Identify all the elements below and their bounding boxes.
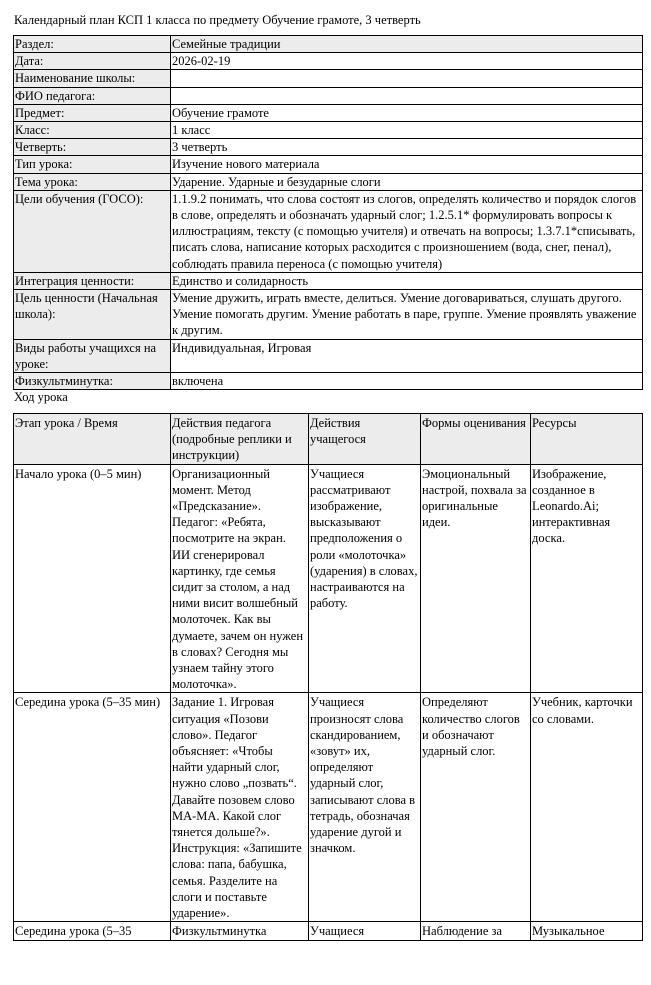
cell-resources: Музыкальное: [531, 922, 643, 940]
info-label: Виды работы учащихся на уроке:: [14, 339, 171, 372]
info-row-goals: [14, 190, 643, 272]
info-row-physical-break: [14, 373, 643, 390]
info-label: ФИО педагога:: [14, 87, 171, 104]
info-label: Интеграция ценности:: [14, 272, 171, 289]
cell-student: Учащиеся: [309, 922, 421, 940]
info-row-school: [14, 70, 643, 87]
info-label: Тема урока:: [14, 173, 171, 190]
plan-row-start: [14, 464, 643, 693]
lesson-heading: Ход урока: [14, 390, 68, 404]
lesson-info-table: [13, 35, 643, 390]
plan-header-row: [14, 414, 643, 465]
header-teacher-actions: Действия педагога (подробные реплики и инструкции): [171, 414, 309, 465]
info-row-quarter: [14, 139, 643, 156]
header-stage: Этап урока / Время: [14, 414, 171, 465]
info-value: Ударение. Ударные и безударные слоги: [171, 173, 643, 190]
info-value: Обучение грамоте: [171, 104, 643, 121]
info-value: включена: [171, 373, 643, 390]
info-label: Дата:: [14, 53, 171, 70]
info-value: [171, 70, 643, 87]
cell-assessment: Наблюдение за: [421, 922, 531, 940]
info-value: 1.1.9.2 понимать, что слова состоят из слогов, определять количество и порядок слогов в слове, определять и обозначать ударный слог; 1.2.5.1* формулировать вопросы к иллюстрациям, тексту (с помощью учителя) и отвечать на вопросы; 1.3.7.1*списывать, писать слова, написание которых расходится с произношением (вода, снег, пенал), соблюдать правила переноса (с помощью учителя): [171, 190, 643, 272]
info-value: 2026-02-19: [171, 53, 643, 70]
cell-teacher: Задание 1. Игровая ситуация «Позови слово». Педагог объясняет: «Чтобы найти ударный слог, нужно слово „позвать“. Давайте позовем слово МА-МА. Какой слог тянется дольше?». Инструкция: «Запишите слова: папа, бабушка, семья. Разделите на слоги и поставьте ударение».: [171, 693, 309, 922]
info-label: Цель ценности (Начальная школа):: [14, 290, 171, 340]
info-label: Раздел:: [14, 36, 171, 53]
cell-stage: Середина урока (5–35 мин): [14, 693, 171, 922]
header-resources: Ресурсы: [531, 414, 643, 465]
info-value: [171, 87, 643, 104]
info-row-subject: [14, 104, 643, 121]
info-row-value-goal: [14, 290, 643, 340]
info-row-topic: [14, 173, 643, 190]
info-value: Семейные традиции: [171, 36, 643, 53]
info-row-work-types: [14, 339, 643, 372]
cell-student: Учащиеся рассматривают изображение, высказывают предположения о роли «молоточка» (ударения) в словах, настраиваются на работу.: [309, 464, 421, 693]
info-label: Физкультминутка:: [14, 373, 171, 390]
info-row-date: [14, 53, 643, 70]
info-label: Класс:: [14, 122, 171, 139]
info-label: Четверть:: [14, 139, 171, 156]
plan-row-middle: [14, 693, 643, 922]
info-row-teacher-name: [14, 87, 643, 104]
cell-resources: Учебник, карточки со словами.: [531, 693, 643, 922]
info-row-section: [14, 36, 643, 53]
header-student-actions: Действия учащегося: [309, 414, 421, 465]
header-assessment: Формы оценивания: [421, 414, 531, 465]
plan-row-middle-break: [14, 922, 643, 940]
info-value: 3 четверть: [171, 139, 643, 156]
info-label: Предмет:: [14, 104, 171, 121]
cell-stage: Середина урока (5–35: [14, 922, 171, 940]
document-title: Календарный план КСП 1 класса по предмету Обучение грамоте, 3 четверть: [14, 13, 421, 27]
info-row-grade: [14, 122, 643, 139]
cell-assessment: Эмоциональный настрой, похвала за оригинальные идеи.: [421, 464, 531, 693]
cell-teacher: Физкультминутка: [171, 922, 309, 940]
info-value: Единство и солидарность: [171, 272, 643, 289]
info-value: Индивидуальная, Игровая: [171, 339, 643, 372]
info-label: Тип урока:: [14, 156, 171, 173]
info-row-lesson-type: [14, 156, 643, 173]
cell-student: Учащиеся произносят слова скандированием, «зовут» их, определяют ударный слог, записывают слова в тетрадь, обозначая ударение дугой и значком.: [309, 693, 421, 922]
cell-resources: Изображение, созданное в Leonardo.Ai; интерактивная доска.: [531, 464, 643, 693]
info-label: Цели обучения (ГОСО):: [14, 190, 171, 272]
cell-assessment: Определяют количество слогов и обозначают ударный слог.: [421, 693, 531, 922]
info-value: Умение дружить, играть вместе, делиться. Умение договариваться, слушать другого. Умение помогать другим. Умение работать в паре, группе. Умение проявлять уважение к другим.: [171, 290, 643, 340]
info-value: 1 класс: [171, 122, 643, 139]
info-row-value-integration: [14, 272, 643, 289]
cell-teacher: Организационный момент. Метод «Предсказание». Педагог: «Ребята, посмотрите на экран. ИИ сгенерировал картинку, где семья сидит за столом, а над ними висит волшебный молоточек. Как вы думаете, зачем он нужен в словах? Сегодня мы узнаем тайну этого молоточка».: [171, 464, 309, 693]
info-value: Изучение нового материала: [171, 156, 643, 173]
lesson-plan-table: [13, 413, 643, 941]
cell-stage: Начало урока (0–5 мин): [14, 464, 171, 693]
info-label: Наименование школы:: [14, 70, 171, 87]
